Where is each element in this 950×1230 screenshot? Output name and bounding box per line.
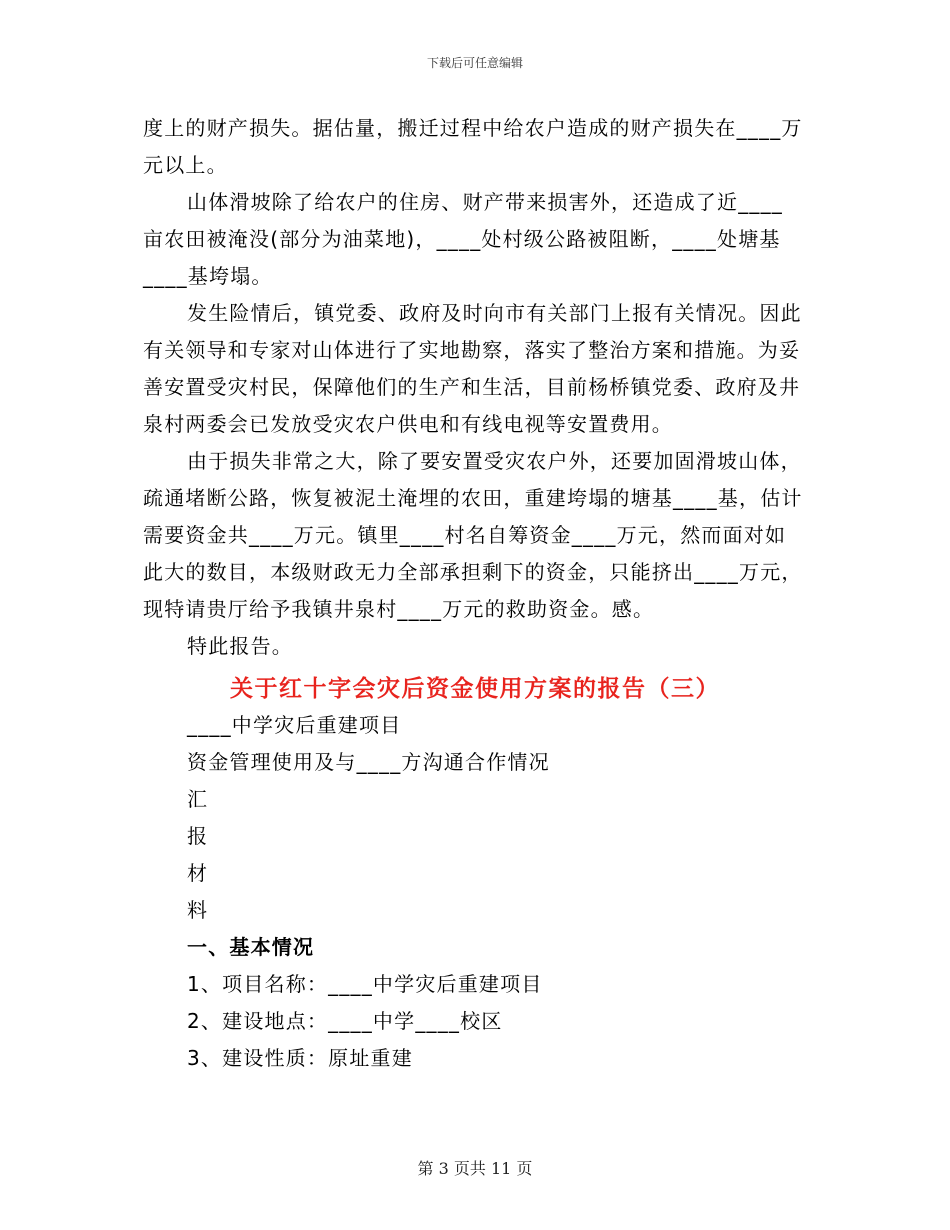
paragraph-1: 度上的财产损失。据估量，搬迁过程中给农户造成的财产损失在____万元以上。 [143, 116, 803, 177]
list-item-location: 2、建设地点：____中学____校区 [187, 1009, 503, 1033]
report-section [187, 707, 807, 1077]
section-title: 关于红十字会灾后资金使用方案的报告（三） [230, 676, 720, 702]
list-item-nature: 3、建设性质：原址重建 [187, 1046, 413, 1070]
page-footer: 第 3 页共 11 页 [417, 1159, 533, 1178]
paragraph-3: 发生险情后，镇党委、政府及时向市有关部门上报有关情况。因此有关领导和专家对山体进行了实地勘察，落实了整治方案和措施。为妥善安置受灾村民，保障他们的生产和生活，目前杨桥镇党委、政府及井泉村两委会已发放受灾农户供电和有线电视等安置费用。 [143, 301, 802, 436]
list-item-project-name: 1、项目名称：____中学灾后重建项目 [187, 972, 543, 996]
page-header: 下载后可任意编辑 [426, 56, 523, 70]
vertical-char-2: 报 [187, 824, 209, 848]
paragraph-5: 特此报告。 [187, 634, 293, 658]
paragraph-2: 山体滑坡除了给农户的住房、财产带来损害外，还造成了近____亩农田被淹没(部分为油菜地)，____处村级公路被阻断，____处塘基____基垮塌。 [143, 190, 783, 288]
vertical-char-1: 汇 [187, 787, 209, 811]
funding-line: 资金管理使用及与____方沟通合作情况 [187, 750, 550, 774]
vertical-char-4: 料 [187, 898, 209, 922]
paragraph-4: 由于损失非常之大，除了要安置受灾农户外，还要加固滑坡山体，疏通堵断公路，恢复被泥土淹埋的农田，重建垮塌的塘基____基，估计需要资金共____万元。镇里____村名自筹资金____万元，然而面对如此大的数目，本级财政无力全部承担剩下的资金，只能挤出____万元，现特请贵厅给予我镇井泉村____万元的救助资金。感。 [143, 449, 803, 621]
subheading-basic-info: 一、基本情况 [187, 935, 315, 959]
document-body [143, 110, 803, 665]
project-line: ____中学灾后重建项目 [187, 713, 402, 737]
vertical-char-3: 材 [187, 861, 209, 885]
